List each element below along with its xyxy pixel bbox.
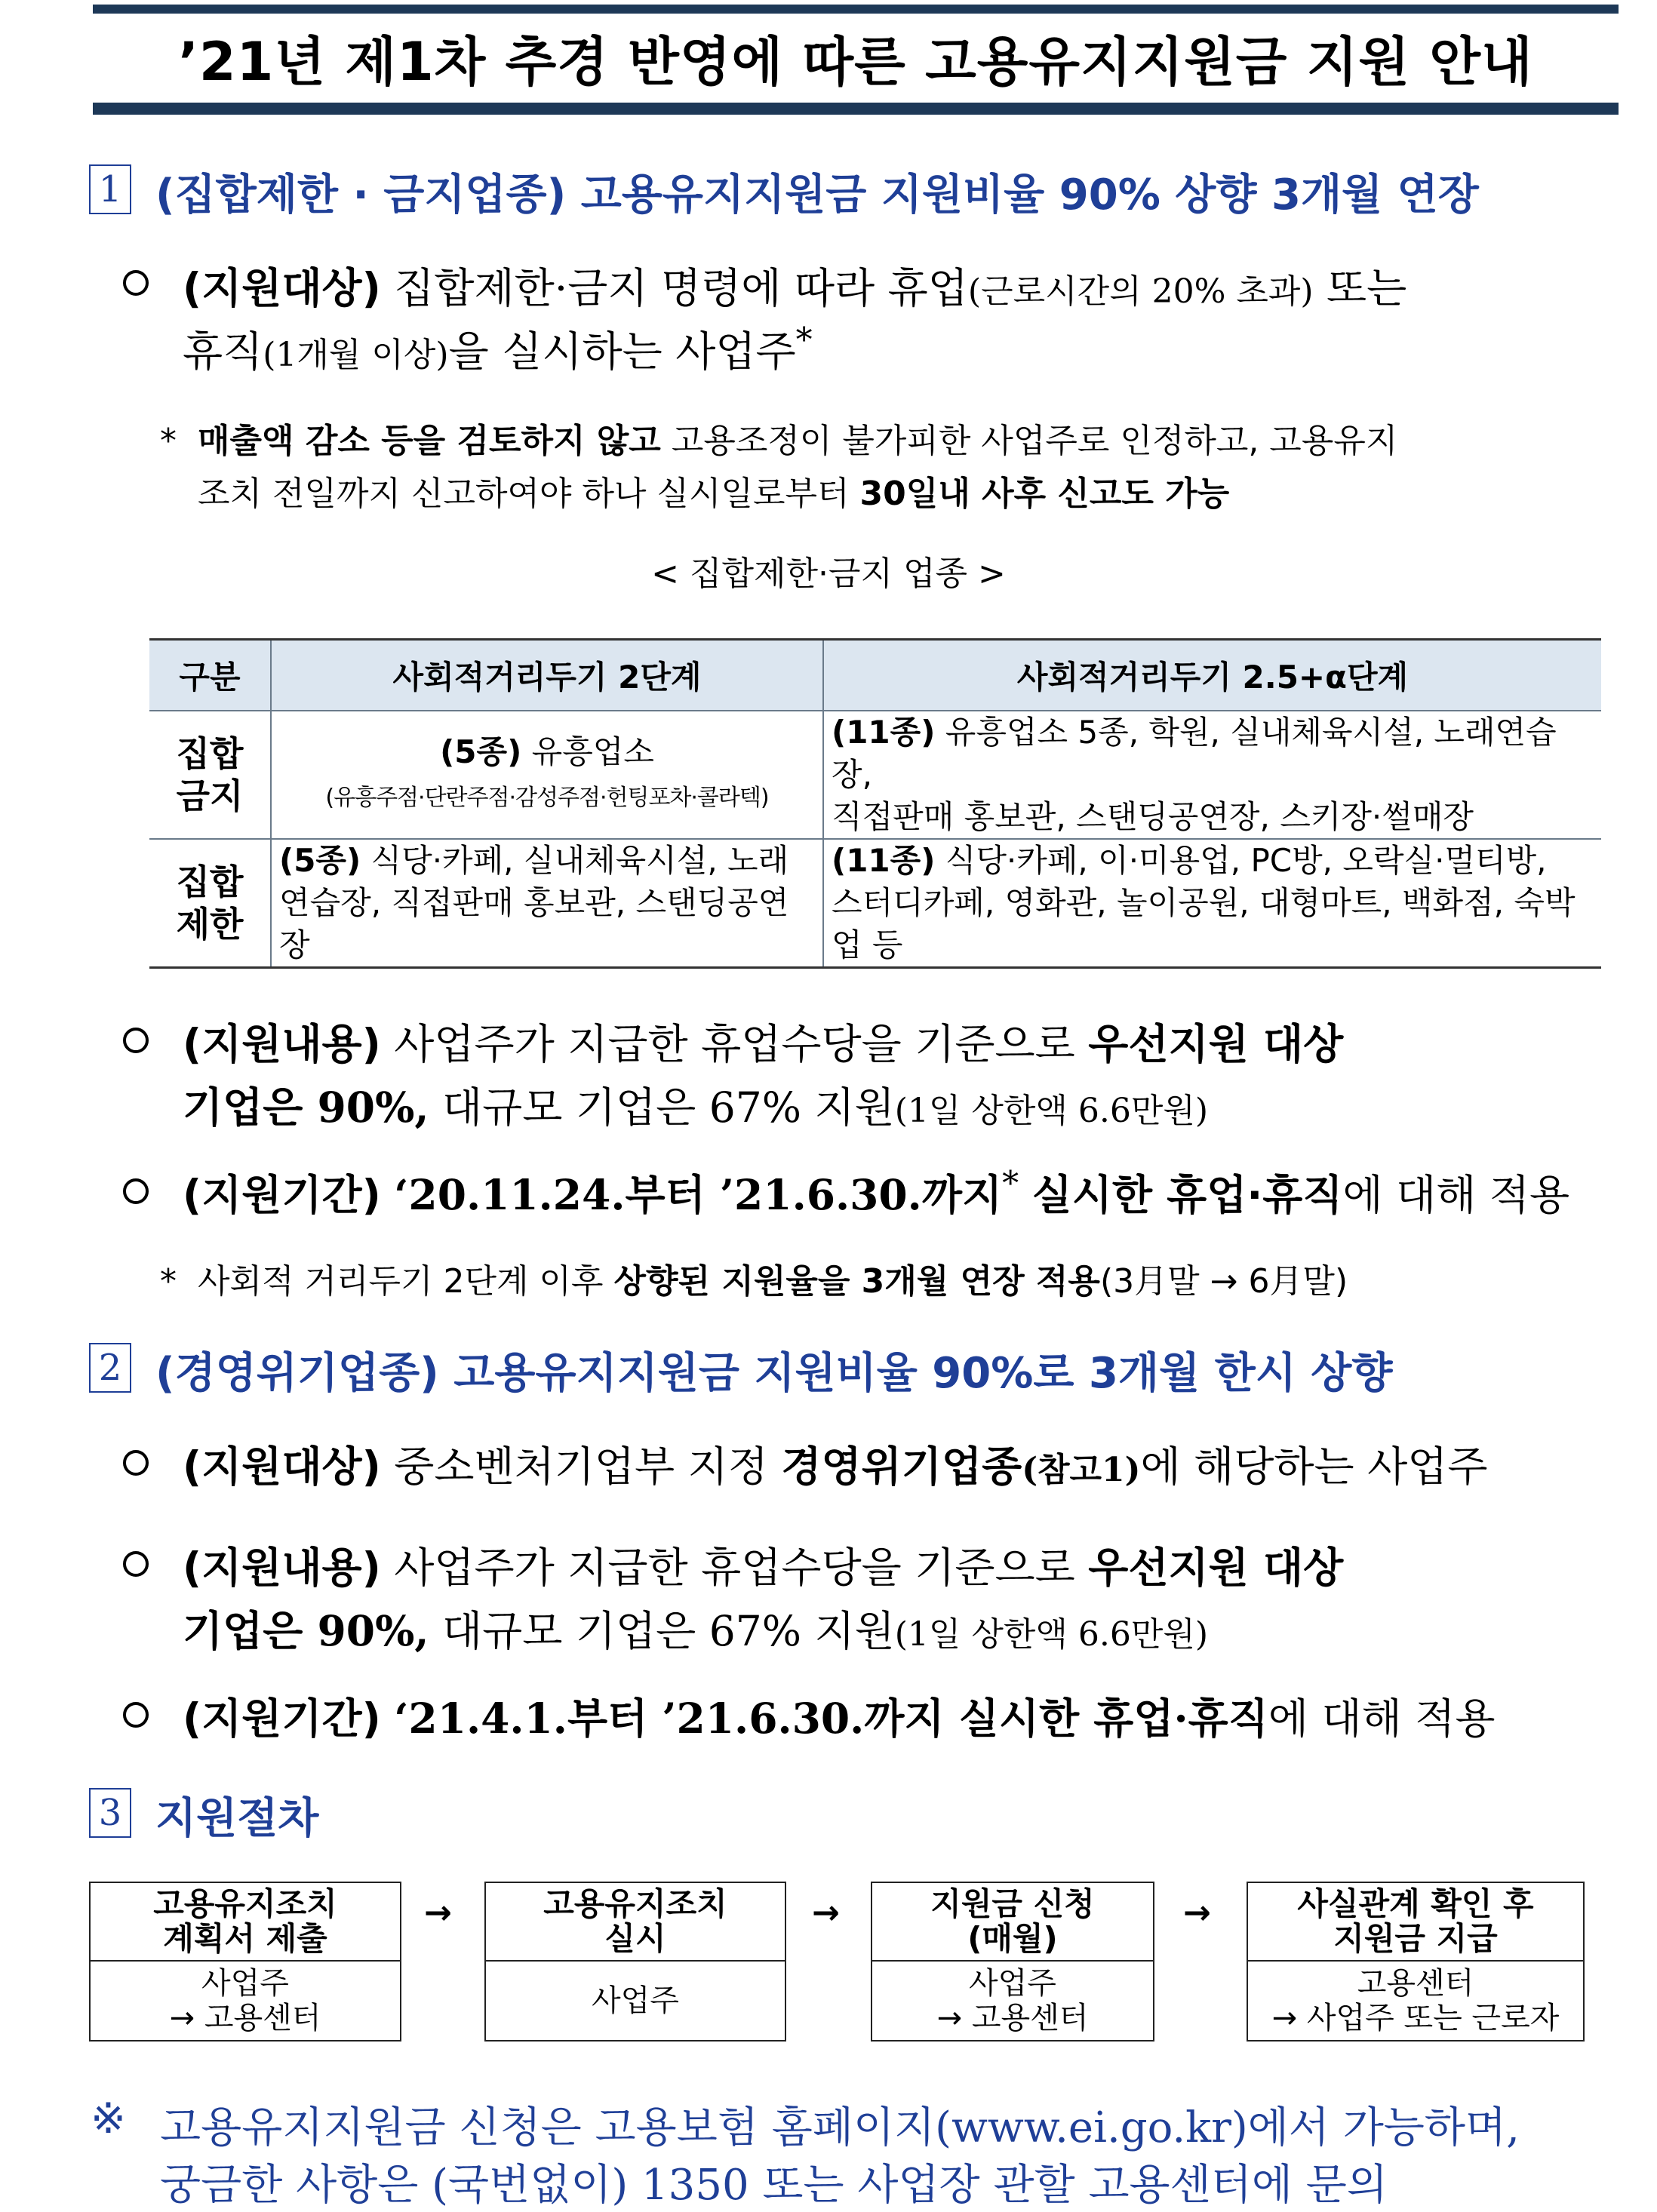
section-2-title: (경영위기업종) 고용유지지원금 지원비율 90%로 3개월 한시 상향 [155, 1349, 1393, 1398]
process-step-1: 고용유지조치 계획서 제출 사업주 → 고용센터 [89, 1882, 401, 2041]
section-3-number: 3 [89, 1788, 131, 1838]
table-cell: (11종) 유흥업소 5종, 학원, 실내체육시설, 노래연습장, 직접판매 홍보관, 스탠딩공연장, 스키장·썰매장 [823, 711, 1601, 839]
table-cell: (5종) 유흥업소 (유흥주점·단란주점·감성주점·헌팅포차·콜라텍) [271, 711, 823, 839]
section-2-number: 2 [89, 1343, 131, 1393]
s1-note-line2: 조치 전일까지 신고하여야 하나 실시일로부터 30일내 사후 신고도 가능 [198, 475, 1230, 513]
s1-note-line1: * 매출액 감소 등을 검토하지 않고 고용조정이 불가피한 사업주로 인정하고, 고용유지 [160, 422, 1398, 460]
arrow-right-icon: → [812, 1894, 840, 1932]
table-cell: (11종) 식당·카페, 이·미용업, PC방, 오락실·멀티방, 스터디카페, 영화관, 놀이공원, 대형마트, 백화점, 숙박업 등 [823, 839, 1601, 968]
s1-content-line1: (지원내용) 사업주가 지급한 휴업수당을 기준으로 우선지원 대상 [183, 1020, 1344, 1068]
footer-line1: 고용유지지원금 신청은 고용보험 홈페이지(www.ei.go.kr)에서 가능하며, [160, 2103, 1520, 2152]
process-step-4: 사실관계 확인 후 지원금 지급 고용센터 → 사업주 또는 근로자 [1247, 1882, 1585, 2041]
s2-target-line: (지원대상) 중소벤처기업부 지정 경영위기업종(참고1)에 해당하는 사업주 [183, 1442, 1488, 1491]
bullet-circle-icon [123, 1028, 149, 1053]
section-1-number: 1 [89, 164, 131, 214]
process-step-3: 지원금 신청 (매월) 사업주 → 고용센터 [871, 1882, 1154, 2041]
process-step-2: 고용유지조치 실시 사업주 [484, 1882, 786, 2041]
arrow-right-icon: → [1183, 1894, 1211, 1932]
s1-target-line1: (지원대상) 집합제한·금지 명령에 따라 휴업(근로시간의 20% 초과) 또는 [183, 264, 1407, 312]
bullet-circle-icon [123, 1450, 149, 1476]
arrow-right-icon: → [424, 1894, 452, 1932]
s2-content-line1: (지원내용) 사업주가 지급한 휴업수당을 기준으로 우선지원 대상 [183, 1544, 1344, 1592]
table-header: 사회적거리두기 2단계 [271, 640, 823, 711]
bullet-circle-icon [123, 270, 149, 296]
table-header: 구분 [149, 640, 271, 711]
table-row [149, 839, 1601, 968]
footer-line2: 궁금한 사항은 (국번없이) 1350 또는 사업장 관할 고용센터에 문의 [160, 2161, 1388, 2210]
table-cell: (5종) 식당·카페, 실내체육시설, 노래 연습장, 직접판매 홍보관, 스탠딩공연장 [271, 839, 823, 968]
bullet-circle-icon [123, 1178, 149, 1204]
business-category-table [149, 638, 1601, 969]
s1-period-line: (지원기간) ‘20.11.24.부터 ’21.6.30.까지* 실시한 휴업·휴직에 대해 적용 [183, 1164, 1570, 1219]
bullet-circle-icon [123, 1702, 149, 1728]
section-3-title: 지원절차 [155, 1794, 319, 1843]
table-row [149, 711, 1601, 839]
row-head: 집합 금지 [149, 711, 271, 839]
title-bottom-rule [93, 103, 1619, 115]
page-title: ’21년 제1차 추경 반영에 따른 고용유지지원금 지원 안내 [178, 31, 1533, 93]
table-header: 사회적거리두기 2.5+α단계 [823, 640, 1601, 711]
footer-mark: ※ [91, 2094, 126, 2143]
s1-target-label: (지원대상) [183, 264, 381, 312]
s1-target-line2: 휴직(1개월 이상)을 실시하는 사업주* [183, 321, 813, 376]
row-head: 집합 제한 [149, 839, 271, 968]
s1-content-line2: 기업은 90%, 대규모 기업은 67% 지원(1일 상한액 6.6만원) [183, 1083, 1209, 1132]
s1-period-note: * 사회적 거리두기 2단계 이후 상향된 지원율을 3개월 연장 적용(3月말 → 6月말) [160, 1262, 1348, 1301]
s2-content-line2: 기업은 90%, 대규모 기업은 67% 지원(1일 상한액 6.6만원) [183, 1606, 1209, 1655]
bullet-circle-icon [123, 1551, 149, 1577]
s2-period-line: (지원기간) ‘21.4.1.부터 ’21.6.30.까지 실시한 휴업·휴직에 대해 적용 [183, 1694, 1496, 1743]
table-header-row [149, 640, 1601, 711]
table-caption: < 집합제한·금지 업종 > [651, 555, 1006, 593]
title-top-rule [93, 5, 1619, 14]
section-1-title: (집합제한 · 금지업종) 고용유지지원금 지원비율 90% 상향 3개월 연장 [155, 171, 1479, 220]
